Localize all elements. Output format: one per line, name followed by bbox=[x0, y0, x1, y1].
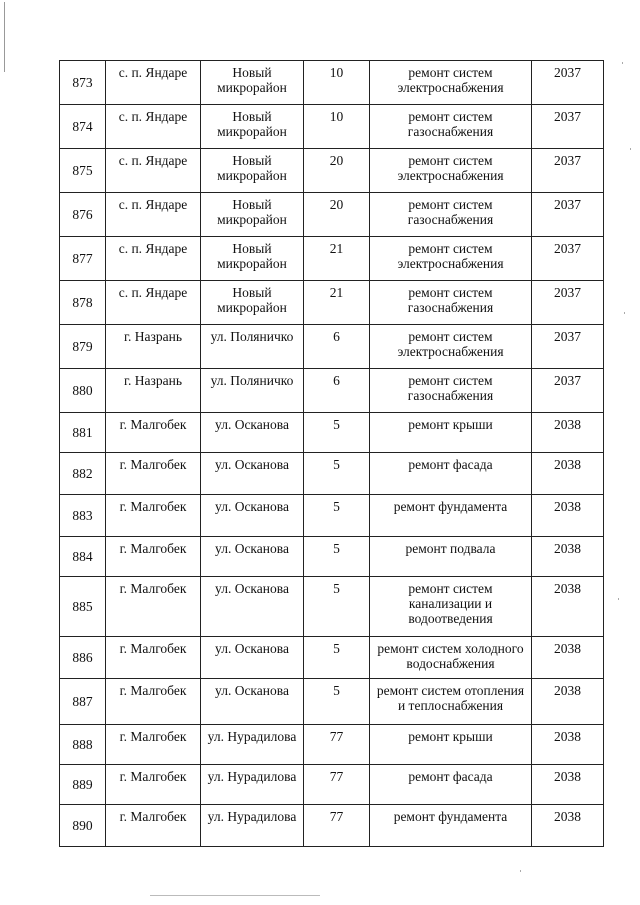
row-number-cell-text: 878 bbox=[72, 295, 93, 310]
row-number-cell-text: 885 bbox=[72, 599, 93, 614]
year-cell-text: 2038 bbox=[554, 729, 581, 744]
scan-speck bbox=[630, 148, 631, 150]
settlement-cell-text: с. п. Яндаре bbox=[118, 153, 188, 168]
street-cell-text: ул. Осканова bbox=[215, 581, 289, 596]
row-number-cell bbox=[60, 149, 106, 193]
house-number-cell bbox=[304, 369, 370, 413]
house-number-cell-text: 77 bbox=[329, 809, 344, 824]
settlement-cell-text: г. Малгобек bbox=[119, 541, 187, 556]
settlement-cell-text: г. Назрань bbox=[124, 329, 182, 344]
settlement-cell-text: г. Малгобек bbox=[119, 641, 187, 656]
work-type-cell bbox=[370, 325, 532, 369]
work-type-cell-text: ремонт крыши bbox=[408, 729, 493, 744]
year-cell-text: 2038 bbox=[554, 809, 581, 824]
settlement-cell bbox=[106, 725, 201, 765]
settlement-cell bbox=[106, 495, 201, 537]
street-cell bbox=[201, 577, 304, 637]
year-cell-text: 2037 bbox=[554, 65, 581, 80]
house-number-cell bbox=[304, 495, 370, 537]
row-number-cell bbox=[60, 105, 106, 149]
house-number-cell bbox=[304, 805, 370, 847]
street-cell bbox=[201, 325, 304, 369]
year-cell bbox=[532, 495, 604, 537]
settlement-cell bbox=[106, 61, 201, 105]
work-type-cell bbox=[370, 725, 532, 765]
street-cell-text: ул. Поляничко bbox=[210, 329, 294, 344]
table-row bbox=[60, 413, 604, 453]
work-type-cell-text: ремонт систем газоснабжения bbox=[407, 373, 494, 403]
work-type-cell-text: ремонт систем газоснабжения bbox=[407, 197, 494, 227]
work-type-cell-text: ремонт систем газоснабжения bbox=[407, 285, 494, 315]
house-number-cell-text: 6 bbox=[333, 329, 340, 344]
row-number-cell bbox=[60, 577, 106, 637]
house-number-cell-text: 10 bbox=[329, 109, 344, 124]
settlement-cell-text: с. п. Яндаре bbox=[118, 241, 188, 256]
row-number-cell bbox=[60, 679, 106, 725]
house-number-cell-text: 5 bbox=[333, 641, 340, 656]
year-cell bbox=[532, 679, 604, 725]
settlement-cell-text: с. п. Яндаре bbox=[118, 285, 188, 300]
row-number-cell bbox=[60, 495, 106, 537]
street-cell bbox=[201, 61, 304, 105]
street-cell-text: ул. Нурадилова bbox=[207, 769, 297, 784]
street-cell bbox=[201, 725, 304, 765]
street-cell-text: ул. Осканова bbox=[215, 683, 289, 698]
year-cell bbox=[532, 537, 604, 577]
house-number-cell-text: 5 bbox=[333, 417, 340, 432]
settlement-cell-text: с. п. Яндаре bbox=[118, 109, 188, 124]
street-cell-text: ул. Поляничко bbox=[210, 373, 294, 388]
settlement-cell bbox=[106, 237, 201, 281]
year-cell bbox=[532, 637, 604, 679]
settlement-cell-text: г. Малгобек bbox=[119, 417, 187, 432]
year-cell bbox=[532, 413, 604, 453]
work-type-cell-text: ремонт фасада bbox=[408, 457, 493, 472]
work-type-cell-text: ремонт систем электроснабжения bbox=[397, 153, 504, 183]
table-row bbox=[60, 495, 604, 537]
street-cell bbox=[201, 281, 304, 325]
house-number-cell-text: 77 bbox=[329, 729, 344, 744]
settlement-cell-text: г. Малгобек bbox=[119, 457, 187, 472]
year-cell bbox=[532, 453, 604, 495]
street-cell-text: Новый микрорайон bbox=[217, 153, 287, 183]
table-row bbox=[60, 537, 604, 577]
table-row bbox=[60, 369, 604, 413]
settlement-cell-text: г. Малгобек bbox=[119, 499, 187, 514]
work-type-cell-text: ремонт фундамента bbox=[393, 499, 508, 514]
house-number-cell bbox=[304, 325, 370, 369]
house-number-cell bbox=[304, 537, 370, 577]
year-cell bbox=[532, 61, 604, 105]
row-number-cell-text: 877 bbox=[72, 251, 93, 266]
work-type-cell bbox=[370, 369, 532, 413]
street-cell bbox=[201, 149, 304, 193]
house-number-cell-text: 5 bbox=[333, 581, 340, 596]
settlement-cell-text: г. Малгобек bbox=[119, 683, 187, 698]
row-number-cell-text: 881 bbox=[72, 425, 93, 440]
settlement-cell bbox=[106, 413, 201, 453]
year-cell-text: 2038 bbox=[554, 769, 581, 784]
row-number-cell bbox=[60, 237, 106, 281]
scan-speck bbox=[618, 598, 619, 600]
house-number-cell bbox=[304, 61, 370, 105]
year-cell bbox=[532, 725, 604, 765]
year-cell bbox=[532, 325, 604, 369]
year-cell-text: 2038 bbox=[554, 581, 581, 596]
street-cell bbox=[201, 369, 304, 413]
house-number-cell bbox=[304, 193, 370, 237]
house-number-cell-text: 5 bbox=[333, 541, 340, 556]
year-cell bbox=[532, 369, 604, 413]
row-number-cell-text: 875 bbox=[72, 163, 93, 178]
work-type-cell bbox=[370, 453, 532, 495]
work-type-cell bbox=[370, 281, 532, 325]
table-row bbox=[60, 105, 604, 149]
row-number-cell-text: 890 bbox=[72, 818, 93, 833]
table-row bbox=[60, 325, 604, 369]
year-cell bbox=[532, 765, 604, 805]
table-body bbox=[60, 61, 604, 847]
street-cell bbox=[201, 193, 304, 237]
table-row bbox=[60, 805, 604, 847]
table-row bbox=[60, 149, 604, 193]
work-type-cell bbox=[370, 413, 532, 453]
row-number-cell-text: 888 bbox=[72, 737, 93, 752]
street-cell bbox=[201, 805, 304, 847]
row-number-cell bbox=[60, 805, 106, 847]
work-type-cell-text: ремонт систем электроснабжения bbox=[397, 241, 504, 271]
street-cell bbox=[201, 413, 304, 453]
street-cell bbox=[201, 105, 304, 149]
row-number-cell bbox=[60, 453, 106, 495]
settlement-cell-text: г. Малгобек bbox=[119, 729, 187, 744]
street-cell bbox=[201, 453, 304, 495]
work-type-cell-text: ремонт систем канализации и водоотведения bbox=[408, 581, 493, 626]
row-number-cell-text: 874 bbox=[72, 119, 93, 134]
row-number-cell-text: 887 bbox=[72, 694, 93, 709]
work-type-cell-text: ремонт подвала bbox=[405, 541, 496, 556]
street-cell-text: Новый микрорайон bbox=[217, 109, 287, 139]
year-cell bbox=[532, 577, 604, 637]
street-cell bbox=[201, 679, 304, 725]
house-number-cell-text: 5 bbox=[333, 683, 340, 698]
house-number-cell bbox=[304, 281, 370, 325]
table-row bbox=[60, 725, 604, 765]
year-cell bbox=[532, 805, 604, 847]
scan-speck bbox=[624, 312, 625, 314]
street-cell-text: Новый микрорайон bbox=[217, 197, 287, 227]
settlement-cell-text: г. Назрань bbox=[124, 373, 182, 388]
work-type-cell bbox=[370, 679, 532, 725]
scan-speck bbox=[622, 62, 623, 64]
row-number-cell bbox=[60, 413, 106, 453]
house-number-cell bbox=[304, 679, 370, 725]
year-cell-text: 2037 bbox=[554, 109, 581, 124]
settlement-cell-text: с. п. Яндаре bbox=[118, 197, 188, 212]
work-type-cell bbox=[370, 149, 532, 193]
year-cell-text: 2037 bbox=[554, 285, 581, 300]
row-number-cell bbox=[60, 369, 106, 413]
house-number-cell bbox=[304, 453, 370, 495]
work-type-cell-text: ремонт систем электроснабжения bbox=[397, 329, 504, 359]
year-cell-text: 2038 bbox=[554, 683, 581, 698]
row-number-cell bbox=[60, 325, 106, 369]
work-type-cell bbox=[370, 577, 532, 637]
house-number-cell bbox=[304, 149, 370, 193]
scan-edge-mark bbox=[4, 2, 5, 72]
row-number-cell bbox=[60, 537, 106, 577]
row-number-cell-text: 884 bbox=[72, 549, 93, 564]
settlement-cell bbox=[106, 325, 201, 369]
table-row bbox=[60, 637, 604, 679]
row-number-cell bbox=[60, 765, 106, 805]
street-cell bbox=[201, 495, 304, 537]
house-number-cell bbox=[304, 237, 370, 281]
table-row bbox=[60, 193, 604, 237]
settlement-cell bbox=[106, 149, 201, 193]
year-cell-text: 2037 bbox=[554, 197, 581, 212]
street-cell-text: Новый микрорайон bbox=[217, 65, 287, 95]
year-cell bbox=[532, 193, 604, 237]
work-type-cell bbox=[370, 193, 532, 237]
table-row bbox=[60, 61, 604, 105]
settlement-cell bbox=[106, 577, 201, 637]
street-cell bbox=[201, 765, 304, 805]
house-number-cell-text: 20 bbox=[329, 197, 344, 212]
work-type-cell bbox=[370, 765, 532, 805]
work-type-cell-text: ремонт фасада bbox=[408, 769, 493, 784]
row-number-cell-text: 879 bbox=[72, 339, 93, 354]
street-cell-text: ул. Осканова bbox=[215, 641, 289, 656]
street-cell-text: ул. Нурадилова bbox=[207, 729, 297, 744]
settlement-cell bbox=[106, 105, 201, 149]
work-type-cell-text: ремонт систем холодного водоснабжения bbox=[377, 641, 524, 671]
table-row bbox=[60, 453, 604, 495]
house-number-cell bbox=[304, 765, 370, 805]
settlement-cell bbox=[106, 281, 201, 325]
street-cell-text: ул. Осканова bbox=[215, 457, 289, 472]
work-type-cell bbox=[370, 637, 532, 679]
house-number-cell-text: 21 bbox=[329, 241, 344, 256]
settlement-cell bbox=[106, 537, 201, 577]
street-cell-text: ул. Осканова bbox=[215, 541, 289, 556]
year-cell bbox=[532, 105, 604, 149]
row-number-cell-text: 889 bbox=[72, 777, 93, 792]
settlement-cell bbox=[106, 765, 201, 805]
settlement-cell-text: с. п. Яндаре bbox=[118, 65, 188, 80]
house-number-cell bbox=[304, 725, 370, 765]
work-type-cell-text: ремонт крыши bbox=[408, 417, 493, 432]
street-cell-text: ул. Нурадилова bbox=[207, 809, 297, 824]
row-number-cell bbox=[60, 725, 106, 765]
settlement-cell-text: г. Малгобек bbox=[119, 581, 187, 596]
row-number-cell-text: 883 bbox=[72, 508, 93, 523]
settlement-cell bbox=[106, 369, 201, 413]
year-cell-text: 2037 bbox=[554, 373, 581, 388]
house-number-cell-text: 5 bbox=[333, 457, 340, 472]
work-type-cell-text: ремонт фундамента bbox=[393, 809, 508, 824]
house-number-cell bbox=[304, 577, 370, 637]
year-cell-text: 2037 bbox=[554, 329, 581, 344]
work-type-cell bbox=[370, 495, 532, 537]
row-number-cell-text: 886 bbox=[72, 650, 93, 665]
street-cell-text: Новый микрорайон bbox=[217, 241, 287, 271]
work-type-cell-text: ремонт систем отопления и теплоснабжения bbox=[376, 683, 525, 713]
settlement-cell bbox=[106, 453, 201, 495]
row-number-cell bbox=[60, 61, 106, 105]
street-cell bbox=[201, 537, 304, 577]
house-number-cell-text: 21 bbox=[329, 285, 344, 300]
house-number-cell bbox=[304, 637, 370, 679]
work-type-cell bbox=[370, 61, 532, 105]
year-cell-text: 2037 bbox=[554, 241, 581, 256]
settlement-cell bbox=[106, 805, 201, 847]
year-cell-text: 2038 bbox=[554, 499, 581, 514]
year-cell-text: 2038 bbox=[554, 541, 581, 556]
row-number-cell bbox=[60, 637, 106, 679]
year-cell-text: 2038 bbox=[554, 641, 581, 656]
year-cell-text: 2038 bbox=[554, 457, 581, 472]
work-type-cell bbox=[370, 805, 532, 847]
house-number-cell-text: 5 bbox=[333, 499, 340, 514]
table-row bbox=[60, 237, 604, 281]
year-cell bbox=[532, 149, 604, 193]
repair-schedule-table bbox=[59, 60, 604, 847]
table-row bbox=[60, 765, 604, 805]
row-number-cell bbox=[60, 281, 106, 325]
street-cell bbox=[201, 637, 304, 679]
year-cell-text: 2037 bbox=[554, 153, 581, 168]
row-number-cell-text: 873 bbox=[72, 75, 93, 90]
work-type-cell-text: ремонт систем газоснабжения bbox=[407, 109, 494, 139]
table-row bbox=[60, 281, 604, 325]
table-row bbox=[60, 679, 604, 725]
house-number-cell-text: 10 bbox=[329, 65, 344, 80]
settlement-cell bbox=[106, 193, 201, 237]
street-cell-text: ул. Осканова bbox=[215, 499, 289, 514]
year-cell bbox=[532, 237, 604, 281]
house-number-cell bbox=[304, 413, 370, 453]
house-number-cell bbox=[304, 105, 370, 149]
work-type-cell-text: ремонт систем электроснабжения bbox=[397, 65, 504, 95]
row-number-cell-text: 880 bbox=[72, 383, 93, 398]
house-number-cell-text: 6 bbox=[333, 373, 340, 388]
row-number-cell-text: 876 bbox=[72, 207, 93, 222]
row-number-cell bbox=[60, 193, 106, 237]
street-cell-text: Новый микрорайон bbox=[217, 285, 287, 315]
settlement-cell bbox=[106, 637, 201, 679]
house-number-cell-text: 77 bbox=[329, 769, 344, 784]
scan-speck bbox=[520, 870, 521, 872]
work-type-cell bbox=[370, 237, 532, 281]
year-cell bbox=[532, 281, 604, 325]
table-row bbox=[60, 577, 604, 637]
year-cell-text: 2038 bbox=[554, 417, 581, 432]
row-number-cell-text: 882 bbox=[72, 466, 93, 481]
settlement-cell-text: г. Малгобек bbox=[119, 809, 187, 824]
street-cell bbox=[201, 237, 304, 281]
settlement-cell-text: г. Малгобек bbox=[119, 769, 187, 784]
settlement-cell bbox=[106, 679, 201, 725]
scan-edge-mark bbox=[150, 895, 320, 896]
house-number-cell-text: 20 bbox=[329, 153, 344, 168]
work-type-cell bbox=[370, 105, 532, 149]
street-cell-text: ул. Осканова bbox=[215, 417, 289, 432]
work-type-cell bbox=[370, 537, 532, 577]
